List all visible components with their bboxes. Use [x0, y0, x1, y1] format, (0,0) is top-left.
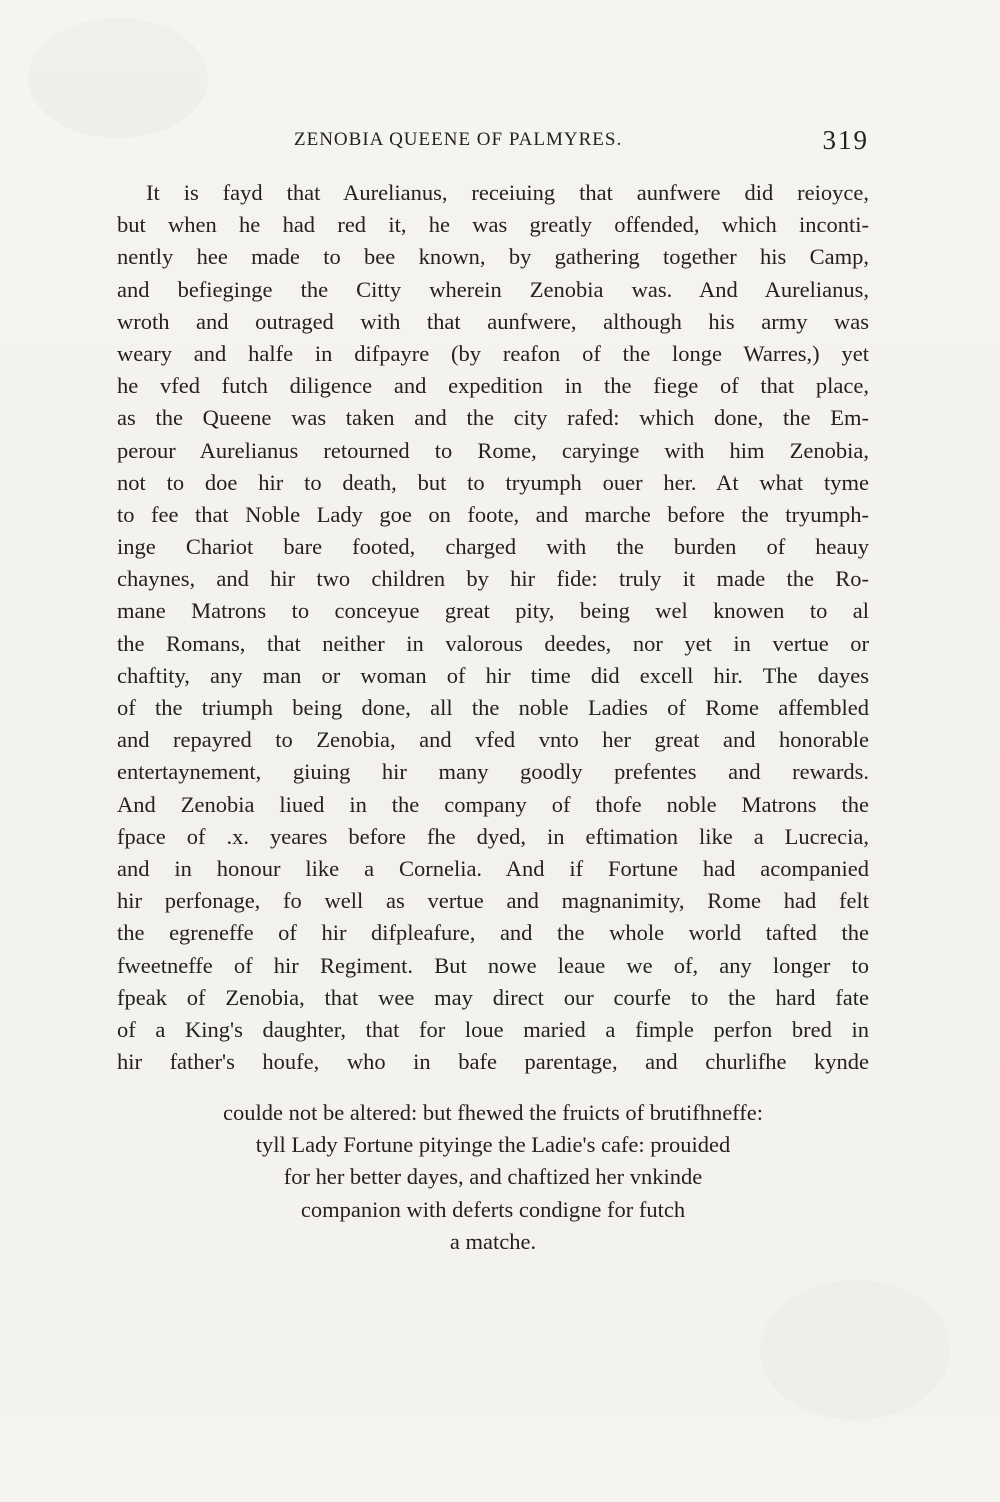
body-paragraph [117, 177, 869, 1078]
text-line: but when he had red it, he was greatly offended, which inconti- [117, 212, 869, 238]
paper-stain [28, 18, 208, 138]
text-line: the Romans, that neither in valorous deedes, nor yet in vertue or [117, 630, 869, 656]
text-line: the egreneffe of hir difpleafure, and the whole world tafted the [117, 920, 869, 946]
text-line: and repayred to Zenobia, and vfed vnto her great and honorable [117, 727, 869, 753]
text-line: inge Chariot bare footed, charged with the burden of heauy [117, 534, 869, 560]
paper-stain [760, 1280, 950, 1420]
text-line: weary and halfe in difpayre (by reafon of the longe Warres,) yet [117, 340, 869, 366]
text-line: he vfed futch diligence and expedition in the fiege of that place, [117, 373, 869, 399]
text-line: entertaynement, giuing hir many goodly prefentes and rewards. [117, 759, 869, 785]
text-line: perour Aurelianus retourned to Rome, caryinge with him Zenobia, [117, 437, 869, 463]
text-line: to fee that Noble Lady goe on foote, and marche before the tryumph- [117, 501, 869, 527]
text-line: fweetneffe of hir Regiment. But nowe leaue we of, any longer to [117, 952, 869, 978]
page-number: 319 [822, 125, 869, 155]
text-line: hir perfonage, fo well as vertue and magnanimity, Rome had felt [117, 888, 869, 914]
text-line: wroth and outraged with that aunfwere, although his army was [117, 308, 869, 334]
tail-line: a matche. [449, 1228, 537, 1254]
text-line: mane Matrons to conceyue great pity, being wel knowen to al [117, 598, 869, 624]
tail-line: coulde not be altered: but fhewed the fruicts of brutifhneffe: [222, 1100, 763, 1125]
tailpiece-paragraph [117, 1097, 869, 1258]
text-line: and in honour like a Cornelia. And if Fortune had acompanied [117, 855, 869, 881]
tail-line: companion with deferts condigne for futch [300, 1196, 686, 1222]
text-line: It is fayd that Aurelianus, receiuing that aunfwere did reioyce, [146, 180, 869, 205]
running-title: ZENOBIA QUEENE OF PALMYRES. [294, 129, 623, 150]
text-line: as the Queene was taken and the city rafed: which done, the Em- [117, 405, 869, 431]
text-line: fpace of .x. yeares before fhe dyed, in eftimation like a Lucrecia, [117, 823, 869, 849]
text-line: of the triumph being done, all the noble Ladies of Rome affembled [117, 695, 869, 720]
text-line: chaynes, and hir two children by hir fide: truly it made the Ro- [117, 566, 869, 592]
tail-line: for her better dayes, and chaftized her vnkinde [283, 1164, 703, 1190]
running-head [117, 125, 869, 159]
text-line: of a King's daughter, that for loue maried a fimple perfon bred in [117, 1016, 869, 1042]
text-line: and befieginge the Citty wherein Zenobia was. And Aurelianus, [117, 276, 869, 302]
text-line: fpeak of Zenobia, that wee may direct our courfe to the hard fate [117, 984, 869, 1010]
tail-line: tyll Lady Fortune pityinge the Ladie's cafe: prouided [255, 1132, 731, 1158]
text-line: And Zenobia liued in the company of thofe noble Matrons the [117, 791, 869, 817]
text-line: not to doe hir to death, but to tryumph ouer her. At what tyme [117, 469, 869, 495]
text-line: hir father's houfe, who in bafe parentage, and churlifhe kynde [117, 1049, 869, 1075]
text-line: nently hee made to bee known, by gathering together his Camp, [117, 244, 869, 270]
text-line: chaftity, any man or woman of hir time did excell hir. The dayes [117, 662, 869, 688]
